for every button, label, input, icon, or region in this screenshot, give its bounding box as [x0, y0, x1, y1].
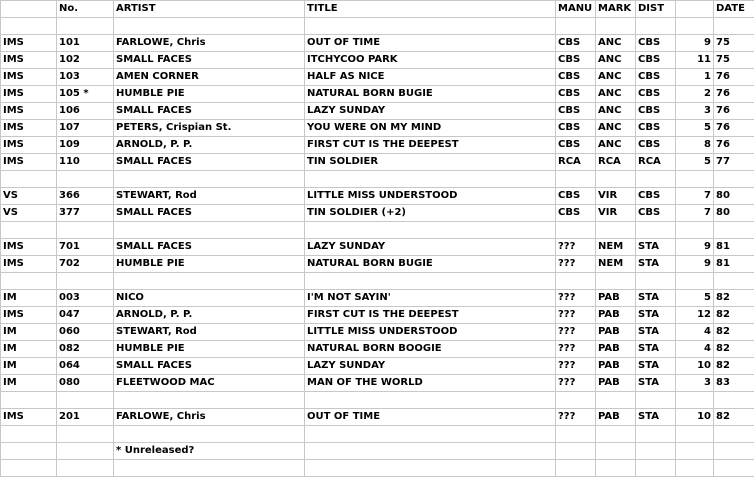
cell-dist: CBS: [636, 137, 676, 154]
cell-artist: PETERS, Crispian St.: [114, 120, 305, 137]
cell-artist: HUMBLE PIE: [114, 256, 305, 273]
cell-mark: RCA: [596, 154, 636, 171]
cell-manu: [556, 222, 596, 239]
cell-title: [305, 273, 556, 290]
cell-code: [1, 460, 57, 477]
header-no: No.: [57, 1, 114, 18]
cell-date: [714, 171, 754, 188]
cell-artist: STEWART, Rod: [114, 324, 305, 341]
cell-qty: 10: [676, 358, 714, 375]
cell-date: 76: [714, 86, 754, 103]
cell-qty: 1: [676, 69, 714, 86]
cell-date: 82: [714, 307, 754, 324]
table-row: [1, 409, 754, 426]
cell-no: 102: [57, 52, 114, 69]
cell-mark: ANC: [596, 86, 636, 103]
cell-title: NATURAL BORN BUGIE: [305, 256, 556, 273]
table-row: [1, 69, 754, 86]
table-row: [1, 375, 754, 392]
cell-dist: CBS: [636, 103, 676, 120]
cell-manu: [556, 18, 596, 35]
table-row: [1, 171, 754, 188]
cell-no: 377: [57, 205, 114, 222]
cell-title: LITTLE MISS UNDERSTOOD: [305, 324, 556, 341]
cell-qty: 5: [676, 120, 714, 137]
cell-date: 81: [714, 256, 754, 273]
cell-no: [57, 273, 114, 290]
cell-title: [305, 18, 556, 35]
cell-dist: CBS: [636, 52, 676, 69]
cell-qty: [676, 18, 714, 35]
cell-manu: CBS: [556, 86, 596, 103]
cell-code: IM: [1, 290, 57, 307]
cell-no: 701: [57, 239, 114, 256]
cell-code: IMS: [1, 120, 57, 137]
cell-no: [57, 443, 114, 460]
cell-mark: ANC: [596, 103, 636, 120]
cell-title: LAZY SUNDAY: [305, 103, 556, 120]
cell-dist: [636, 443, 676, 460]
cell-date: [714, 273, 754, 290]
cell-dist: CBS: [636, 205, 676, 222]
cell-code: IMS: [1, 137, 57, 154]
cell-manu: CBS: [556, 35, 596, 52]
table-row: [1, 256, 754, 273]
cell-code: VS: [1, 188, 57, 205]
cell-mark: PAB: [596, 307, 636, 324]
table-row: [1, 103, 754, 120]
cell-mark: ANC: [596, 52, 636, 69]
cell-qty: [676, 426, 714, 443]
cell-code: [1, 18, 57, 35]
cell-dist: STA: [636, 341, 676, 358]
cell-qty: 3: [676, 375, 714, 392]
cell-manu: CBS: [556, 69, 596, 86]
table-row: [1, 18, 754, 35]
cell-date: 76: [714, 137, 754, 154]
cell-artist: * Unreleased?: [114, 443, 305, 460]
cell-no: 082: [57, 341, 114, 358]
cell-code: IMS: [1, 154, 57, 171]
cell-dist: CBS: [636, 86, 676, 103]
cell-manu: CBS: [556, 120, 596, 137]
header-qty: [676, 1, 714, 18]
table-row: [1, 188, 754, 205]
table-row: [1, 392, 754, 409]
cell-artist: ARNOLD, P. P.: [114, 307, 305, 324]
cell-dist: [636, 460, 676, 477]
cell-manu: ???: [556, 375, 596, 392]
cell-date: 80: [714, 205, 754, 222]
cell-code: [1, 273, 57, 290]
cell-title: I'M NOT SAYIN': [305, 290, 556, 307]
header-code: [1, 1, 57, 18]
header-dist: DIST: [636, 1, 676, 18]
cell-artist: ARNOLD, P. P.: [114, 137, 305, 154]
cell-artist: FLEETWOOD MAC: [114, 375, 305, 392]
cell-no: 109: [57, 137, 114, 154]
cell-manu: [556, 171, 596, 188]
table-row: [1, 426, 754, 443]
cell-mark: [596, 222, 636, 239]
cell-manu: ???: [556, 307, 596, 324]
cell-title: OUT OF TIME: [305, 409, 556, 426]
cell-date: 76: [714, 103, 754, 120]
cell-no: 110: [57, 154, 114, 171]
cell-artist: HUMBLE PIE: [114, 341, 305, 358]
cell-date: 80: [714, 188, 754, 205]
cell-code: IMS: [1, 86, 57, 103]
cell-code: [1, 392, 57, 409]
cell-code: IMS: [1, 307, 57, 324]
table-row: [1, 35, 754, 52]
cell-code: IMS: [1, 69, 57, 86]
cell-dist: [636, 392, 676, 409]
cell-date: 77: [714, 154, 754, 171]
table-row: [1, 290, 754, 307]
cell-code: [1, 426, 57, 443]
cell-dist: STA: [636, 239, 676, 256]
cell-manu: ???: [556, 239, 596, 256]
cell-manu: ???: [556, 409, 596, 426]
cell-artist: [114, 460, 305, 477]
cell-manu: [556, 443, 596, 460]
cell-artist: SMALL FACES: [114, 239, 305, 256]
cell-dist: [636, 18, 676, 35]
cell-dist: [636, 273, 676, 290]
cell-no: 107: [57, 120, 114, 137]
cell-artist: [114, 171, 305, 188]
cell-date: 82: [714, 358, 754, 375]
cell-no: 106: [57, 103, 114, 120]
cell-date: [714, 222, 754, 239]
cell-code: IMS: [1, 35, 57, 52]
cell-artist: [114, 222, 305, 239]
cell-dist: STA: [636, 324, 676, 341]
cell-dist: STA: [636, 358, 676, 375]
cell-mark: NEM: [596, 256, 636, 273]
cell-manu: ???: [556, 358, 596, 375]
cell-no: 366: [57, 188, 114, 205]
cell-manu: [556, 273, 596, 290]
cell-title: LAZY SUNDAY: [305, 239, 556, 256]
cell-manu: CBS: [556, 188, 596, 205]
cell-date: [714, 18, 754, 35]
cell-dist: CBS: [636, 120, 676, 137]
table-row: [1, 324, 754, 341]
cell-code: IMS: [1, 103, 57, 120]
cell-mark: PAB: [596, 324, 636, 341]
cell-manu: CBS: [556, 137, 596, 154]
cell-manu: CBS: [556, 103, 596, 120]
table-row: [1, 273, 754, 290]
cell-manu: CBS: [556, 52, 596, 69]
cell-title: [305, 460, 556, 477]
cell-artist: [114, 392, 305, 409]
cell-no: [57, 392, 114, 409]
cell-date: 76: [714, 120, 754, 137]
cell-qty: 8: [676, 137, 714, 154]
header-artist: ARTIST: [114, 1, 305, 18]
cell-artist: [114, 426, 305, 443]
cell-no: 103: [57, 69, 114, 86]
cell-manu: RCA: [556, 154, 596, 171]
cell-code: IMS: [1, 52, 57, 69]
cell-title: OUT OF TIME: [305, 35, 556, 52]
cell-artist: SMALL FACES: [114, 103, 305, 120]
cell-manu: ???: [556, 290, 596, 307]
cell-qty: 9: [676, 35, 714, 52]
cell-date: [714, 460, 754, 477]
cell-artist: FARLOWE, Chris: [114, 35, 305, 52]
table-row: [1, 460, 754, 477]
cell-dist: STA: [636, 375, 676, 392]
cell-date: 82: [714, 341, 754, 358]
cell-mark: PAB: [596, 358, 636, 375]
cell-dist: STA: [636, 256, 676, 273]
cell-artist: FARLOWE, Chris: [114, 409, 305, 426]
cell-artist: STEWART, Rod: [114, 188, 305, 205]
cell-title: [305, 426, 556, 443]
cell-date: 82: [714, 409, 754, 426]
cell-qty: 7: [676, 188, 714, 205]
cell-qty: [676, 392, 714, 409]
cell-no: 060: [57, 324, 114, 341]
cell-no: 003: [57, 290, 114, 307]
cell-title: [305, 392, 556, 409]
cell-mark: ANC: [596, 120, 636, 137]
cell-title: HALF AS NICE: [305, 69, 556, 86]
cell-mark: PAB: [596, 375, 636, 392]
cell-artist: NICO: [114, 290, 305, 307]
cell-no: [57, 460, 114, 477]
cell-mark: [596, 460, 636, 477]
cell-code: IMS: [1, 409, 57, 426]
cell-artist: SMALL FACES: [114, 205, 305, 222]
cell-qty: [676, 273, 714, 290]
cell-mark: PAB: [596, 290, 636, 307]
cell-qty: [676, 171, 714, 188]
cell-title: LAZY SUNDAY: [305, 358, 556, 375]
cell-manu: [556, 426, 596, 443]
cell-no: 105 *: [57, 86, 114, 103]
header-row: [1, 1, 754, 18]
cell-title: MAN OF THE WORLD: [305, 375, 556, 392]
cell-artist: [114, 18, 305, 35]
cell-qty: 3: [676, 103, 714, 120]
cell-manu: ???: [556, 324, 596, 341]
cell-no: 101: [57, 35, 114, 52]
table-row: [1, 137, 754, 154]
cell-no: [57, 18, 114, 35]
cell-dist: STA: [636, 290, 676, 307]
cell-qty: 7: [676, 205, 714, 222]
cell-no: [57, 222, 114, 239]
cell-no: 047: [57, 307, 114, 324]
cell-qty: [676, 443, 714, 460]
cell-no: [57, 171, 114, 188]
cell-title: NATURAL BORN BOOGIE: [305, 341, 556, 358]
cell-mark: ANC: [596, 137, 636, 154]
cell-date: 81: [714, 239, 754, 256]
cell-artist: SMALL FACES: [114, 52, 305, 69]
cell-code: [1, 222, 57, 239]
cell-artist: SMALL FACES: [114, 358, 305, 375]
cell-dist: STA: [636, 307, 676, 324]
cell-no: [57, 426, 114, 443]
cell-date: [714, 392, 754, 409]
cell-artist: [114, 273, 305, 290]
cell-date: 82: [714, 324, 754, 341]
cell-qty: 5: [676, 154, 714, 171]
cell-no: 201: [57, 409, 114, 426]
cell-dist: [636, 426, 676, 443]
table-row: [1, 358, 754, 375]
cell-dist: [636, 222, 676, 239]
cell-code: [1, 443, 57, 460]
cell-artist: AMEN CORNER: [114, 69, 305, 86]
cell-title: [305, 222, 556, 239]
cell-date: [714, 443, 754, 460]
cell-qty: 12: [676, 307, 714, 324]
cell-qty: 4: [676, 341, 714, 358]
cell-manu: ???: [556, 256, 596, 273]
header-mark: MARK: [596, 1, 636, 18]
cell-date: 75: [714, 52, 754, 69]
table-row: [1, 222, 754, 239]
cell-title: ITCHYCOO PARK: [305, 52, 556, 69]
cell-code: IM: [1, 341, 57, 358]
cell-no: 702: [57, 256, 114, 273]
cell-mark: VIR: [596, 205, 636, 222]
cell-title: [305, 443, 556, 460]
cell-dist: STA: [636, 409, 676, 426]
cell-code: IMS: [1, 239, 57, 256]
cell-qty: 9: [676, 256, 714, 273]
cell-title: LITTLE MISS UNDERSTOOD: [305, 188, 556, 205]
cell-mark: [596, 273, 636, 290]
cell-mark: [596, 426, 636, 443]
cell-mark: PAB: [596, 341, 636, 358]
cell-mark: [596, 392, 636, 409]
cell-mark: [596, 443, 636, 460]
cell-mark: VIR: [596, 188, 636, 205]
cell-dist: CBS: [636, 188, 676, 205]
cell-qty: [676, 460, 714, 477]
table-row: [1, 341, 754, 358]
cell-manu: ???: [556, 341, 596, 358]
cell-date: [714, 426, 754, 443]
header-manu: MANU: [556, 1, 596, 18]
header-date: DATE: [714, 1, 754, 18]
cell-title: YOU WERE ON MY MIND: [305, 120, 556, 137]
cell-qty: 5: [676, 290, 714, 307]
cell-title: TIN SOLDIER: [305, 154, 556, 171]
cell-mark: [596, 18, 636, 35]
cell-artist: SMALL FACES: [114, 154, 305, 171]
cell-manu: CBS: [556, 205, 596, 222]
cell-mark: ANC: [596, 35, 636, 52]
table-row: [1, 120, 754, 137]
cell-dist: [636, 171, 676, 188]
cell-code: VS: [1, 205, 57, 222]
cell-code: IM: [1, 324, 57, 341]
table-row: [1, 52, 754, 69]
cell-title: FIRST CUT IS THE DEEPEST: [305, 137, 556, 154]
table-row: [1, 86, 754, 103]
cell-mark: PAB: [596, 409, 636, 426]
cell-qty: 10: [676, 409, 714, 426]
cell-mark: NEM: [596, 239, 636, 256]
cell-manu: [556, 392, 596, 409]
cell-date: 82: [714, 290, 754, 307]
cell-manu: [556, 460, 596, 477]
cell-mark: ANC: [596, 69, 636, 86]
cell-artist: HUMBLE PIE: [114, 86, 305, 103]
cell-code: [1, 171, 57, 188]
cell-no: 064: [57, 358, 114, 375]
cell-qty: 11: [676, 52, 714, 69]
table-row: [1, 239, 754, 256]
cell-no: 080: [57, 375, 114, 392]
table-row: [1, 205, 754, 222]
cell-qty: [676, 222, 714, 239]
cell-qty: 4: [676, 324, 714, 341]
header-title: TITLE: [305, 1, 556, 18]
cell-qty: 2: [676, 86, 714, 103]
cell-date: 76: [714, 69, 754, 86]
cell-date: 83: [714, 375, 754, 392]
cell-title: [305, 171, 556, 188]
cell-title: FIRST CUT IS THE DEEPEST: [305, 307, 556, 324]
cell-code: IM: [1, 358, 57, 375]
cell-dist: CBS: [636, 69, 676, 86]
table-row: [1, 154, 754, 171]
table-row: [1, 307, 754, 324]
cell-code: IMS: [1, 256, 57, 273]
cell-qty: 9: [676, 239, 714, 256]
cell-title: TIN SOLDIER (+2): [305, 205, 556, 222]
cell-dist: CBS: [636, 35, 676, 52]
cell-dist: RCA: [636, 154, 676, 171]
cell-mark: [596, 171, 636, 188]
table-row: [1, 443, 754, 460]
cell-title: NATURAL BORN BUGIE: [305, 86, 556, 103]
cell-date: 75: [714, 35, 754, 52]
cell-code: IM: [1, 375, 57, 392]
